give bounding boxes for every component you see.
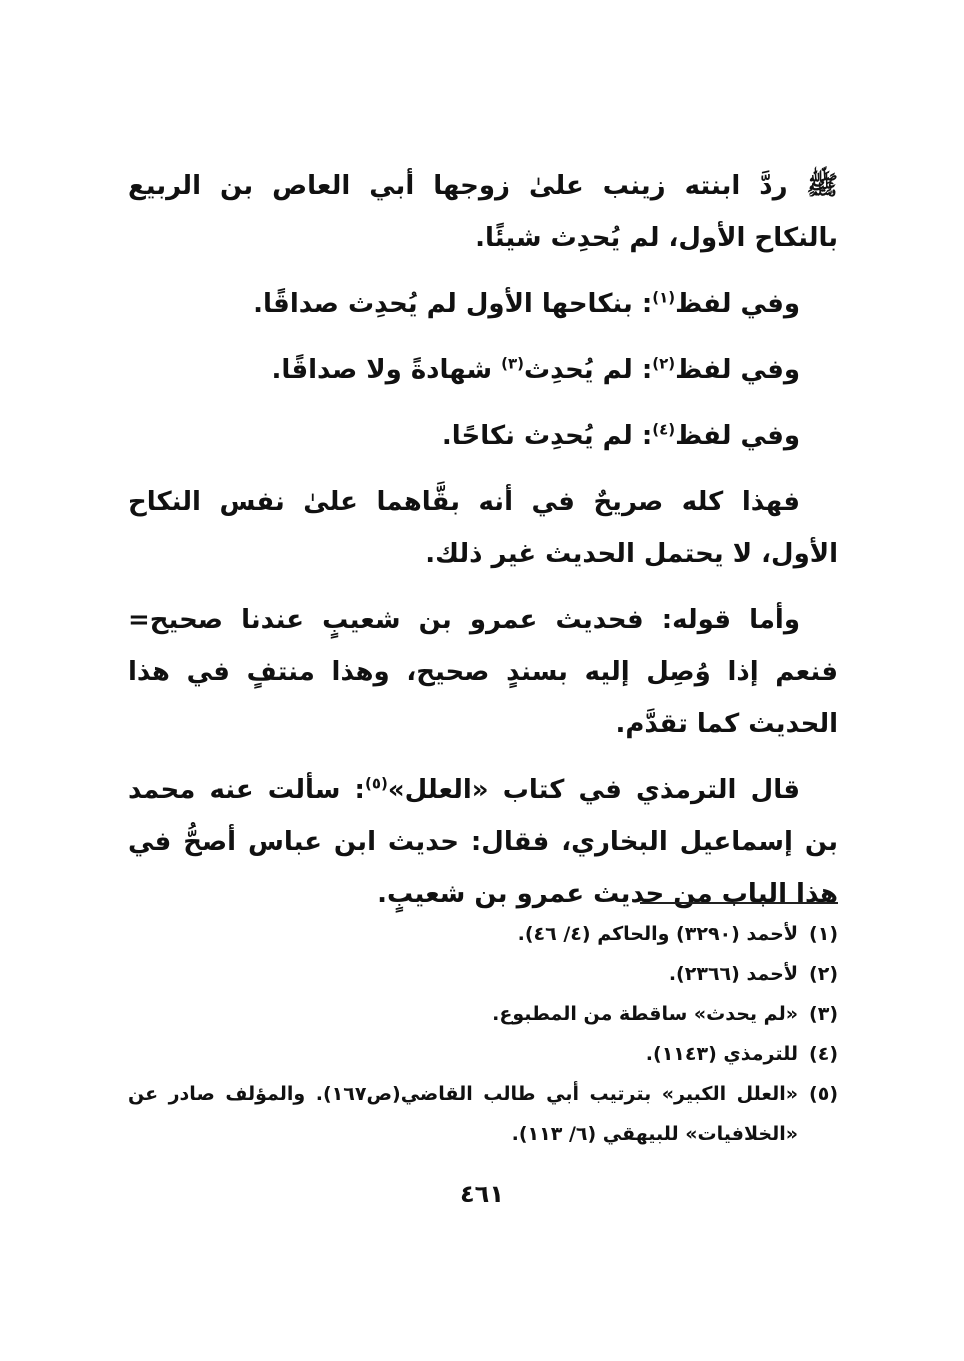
paragraph-2: فهذا كله صريحٌ في أنه بقَّاهما علىٰ نفس النكاح الأول، لا يحتمل الحديث غير ذلك. — [128, 487, 838, 569]
quote-line-1: وفي لفظ$^{(١)}$: بنكاحها الأول لم يُحدِث صداقًا. — [253, 288, 800, 319]
paragraph-4: قال الترمذي في كتاب «العلل»$^{(٥)}$: سألت عنه محمد بن إسماعيل البخاري، فقال: حديث ابن عباس أصحُّ في هذا الباب من حديث عمرو بن شعيبٍ. — [128, 774, 838, 909]
quote-line-2: وفي لفظ$^{(٢)}$: لم يُحدِث$^{(٣)}$ شهادةً ولا صداقًا. — [271, 354, 800, 385]
footnote-3 — [128, 994, 838, 1034]
footnote-4 — [128, 1034, 838, 1074]
footnote-text: «لم يحدث» ساقطة من المطبوع. — [492, 1003, 798, 1025]
footnote-number: (٥) — [809, 1083, 838, 1105]
footnote-separator — [640, 902, 838, 904]
main-text — [128, 160, 838, 934]
footnote-number: (١) — [809, 923, 838, 945]
footnote-text: «العلل الكبير» بترتيب أبي طالب القاضي(ص١٦٧). والمؤلف صادر عن «الخلافيات» للبيهقي (٦/ ١١٣). — [128, 1083, 798, 1145]
page-number: ٤٦١ — [460, 1180, 504, 1208]
footnote-1 — [128, 914, 838, 954]
footnote-2 — [128, 954, 838, 994]
footnote-number: (٤) — [809, 1043, 838, 1065]
footnote-text: للترمذي (١١٤٣). — [645, 1043, 798, 1065]
paragraph-1: ﷺ ردَّ ابنته زينب علىٰ زوجها أبي العاص بن الربيع بالنكاح الأول، لم يُحدِث شيئًا. — [128, 171, 838, 253]
footnote-ref-4: (٤) — [652, 420, 676, 439]
footnote-text: لأحمد (٢٣٦٦). — [668, 963, 798, 985]
footnote-ref-3: (٣) — [501, 354, 524, 373]
footnote-5 — [128, 1074, 838, 1154]
footnote-number: (٢) — [809, 963, 838, 985]
footnote-ref-1: (١) — [652, 288, 676, 307]
footnotes — [128, 914, 838, 1154]
footnote-number: (٣) — [809, 1003, 838, 1025]
footnote-ref-5: (٥) — [364, 774, 388, 793]
paragraph-3: وأما قوله: فحديث عمرو بن شعيبٍ عندنا صحيح= فنعم إذا وُصِل إليه بسندٍ صحيح، وهذا منتفٍ في هذا الحديث كما تقدَّم. — [128, 605, 838, 739]
paragraph-3-lead: وأما قوله — [672, 605, 801, 635]
quote-line-3: وفي لفظ$^{(٤)}$: لم يُحدِث نكاحًا. — [441, 420, 800, 451]
footnote-ref-2: (٢) — [652, 354, 676, 373]
footnote-text: لأحمد (٣٢٩٠) والحاكم (٤/ ٤٦). — [517, 923, 798, 945]
